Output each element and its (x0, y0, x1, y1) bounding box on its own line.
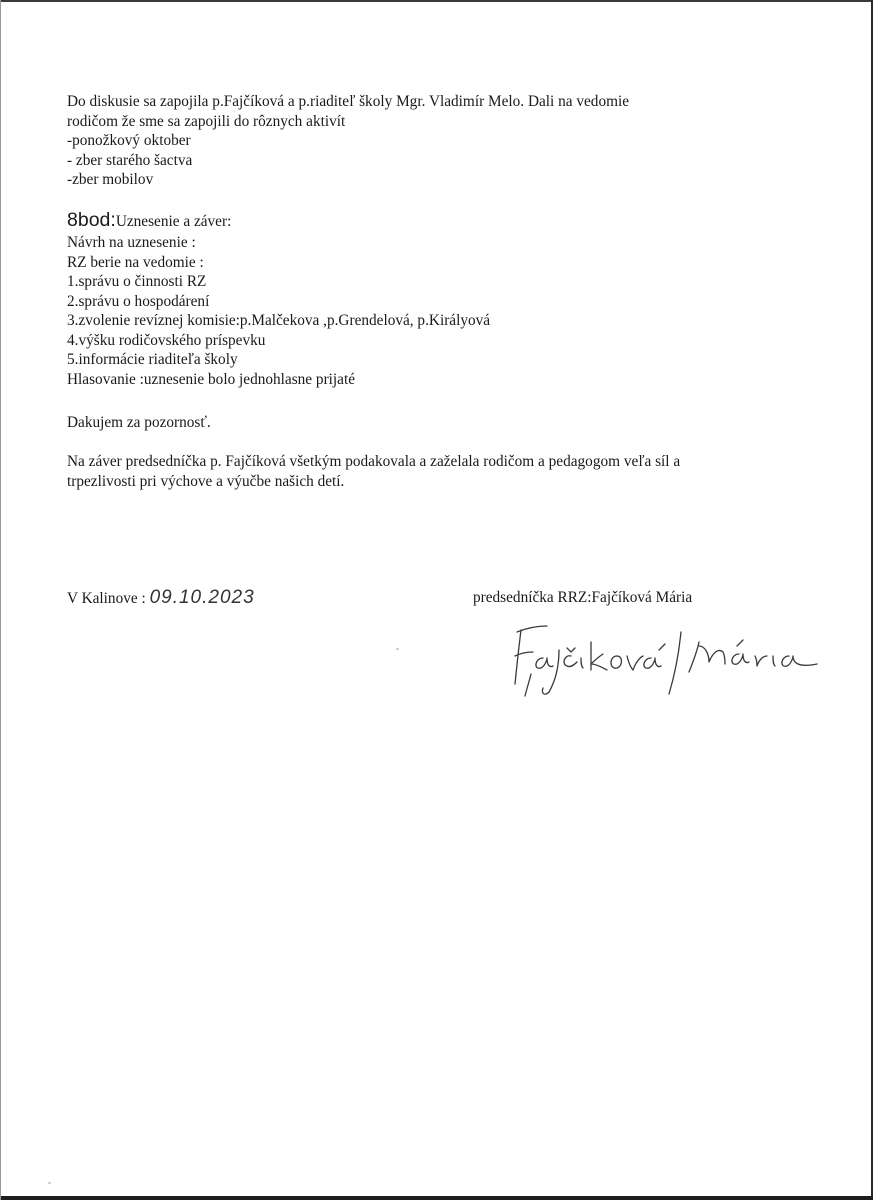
chair-block (473, 588, 692, 608)
activity-item: - zber starého šactva (67, 151, 193, 169)
scan-border-top (0, 0, 873, 2)
signature-stroke (627, 656, 643, 670)
discussion-paragraph (67, 92, 629, 190)
thanks-text: Dakujem za pozornosť. (67, 414, 211, 431)
signature-stroke (525, 674, 531, 696)
scan-speck (48, 1182, 51, 1184)
scan-speck (396, 648, 399, 650)
signature-stroke (564, 656, 577, 667)
resolution-item: 2.správu o hospodárení (67, 292, 210, 310)
closing-line: Na záver predsedníčka p. Fajčíková všetkým podakovala a zaželala rodičom a pedagogom veľa síl a (67, 453, 681, 470)
discussion-line: Do diskusie sa zapojila p.Fajčíková a p.riaditeľ školy Mgr. Vladimír Melo. Dali na vedomie (67, 93, 630, 110)
signature-stroke (732, 654, 749, 664)
signature-stroke (611, 656, 622, 668)
signature-stroke (581, 658, 583, 668)
section-number: 8bod: (67, 209, 116, 231)
signature-stroke (669, 632, 681, 694)
signature-stroke (591, 654, 607, 670)
resolution-item: 1.správu o činnosti RZ (67, 273, 207, 290)
thanks-line (67, 413, 211, 433)
scan-border-left (0, 0, 1, 1200)
signature-stroke (542, 650, 559, 694)
signature-stroke (659, 644, 665, 650)
signature-stroke (689, 642, 699, 672)
resolution-line: RZ berie na vedomie : (67, 253, 204, 271)
signature-stroke (782, 656, 817, 666)
resolution-section (67, 209, 490, 389)
resolution-item: 4.výšku rodičovského príspevku (67, 331, 266, 349)
signature-stroke (699, 646, 725, 664)
chair-label: predsedníčka RRZ:Fajčíková Mária (473, 589, 693, 606)
discussion-line: rodičom že sme sa zapojili do rôznych aktivít (67, 112, 346, 130)
scan-border-bottom (0, 1196, 873, 1200)
resolution-item: 5.informácie riaditeľa školy (67, 351, 238, 368)
place-label: V Kalinove : (67, 590, 146, 607)
signature-stroke (755, 656, 767, 666)
closing-line: trpezlivosti pri výchove a výučbe našich detí. (67, 472, 345, 490)
place-date (67, 588, 255, 609)
resolution-item: 3.zvolenie revíznej komisie:p.Malčekova ,p.Grendelová, p.Királyová (67, 312, 491, 329)
signature-stroke (567, 648, 575, 652)
signature-stroke (644, 658, 661, 668)
signature-stroke (536, 658, 553, 668)
activity-item: -zber mobilov (67, 171, 154, 188)
closing-paragraph (67, 452, 680, 491)
activity-item: -ponožkový oktober (67, 132, 191, 149)
signature-image (505, 612, 825, 707)
handwritten-date: 09.10.2023 (149, 587, 255, 608)
signature-stroke (773, 656, 775, 666)
resolution-line: Návrh na uznesenie : (67, 234, 196, 251)
section-heading (67, 209, 490, 233)
signature-stroke (737, 640, 743, 646)
signature-stroke (515, 630, 521, 684)
section-title: Uznesenie a záver: (115, 213, 232, 230)
vote-result: Hlasovanie :uznesenie bolo jednohlasne prijaté (67, 370, 355, 388)
